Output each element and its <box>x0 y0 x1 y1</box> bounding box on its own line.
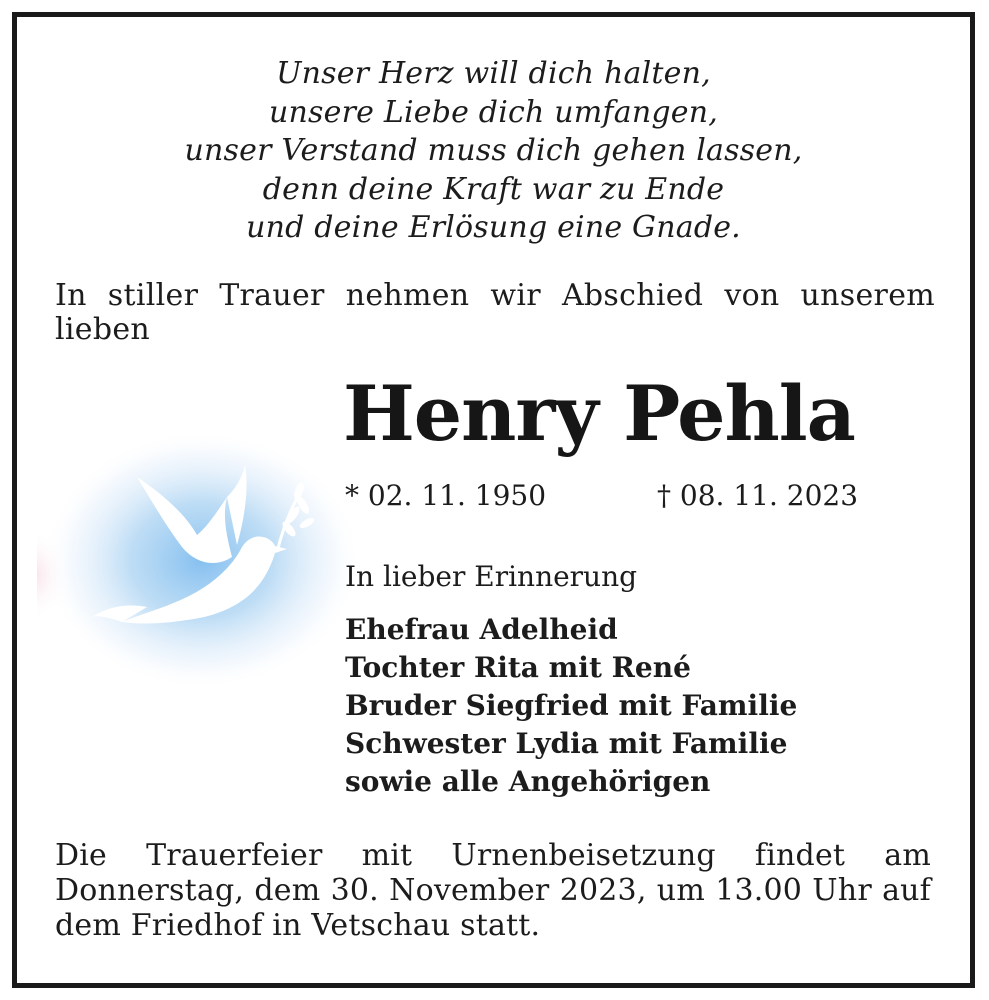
poem-line: denn deine Kraft war zu Ende <box>262 171 725 207</box>
obituary-notice <box>12 12 975 988</box>
poem-line: unsere Liebe dich umfangen, <box>269 94 718 130</box>
mourner-line: sowie alle Angehörigen <box>345 765 711 798</box>
mourner-line: Tochter Rita mit René <box>345 651 691 684</box>
poem-line: Unser Herz will dich halten, <box>276 56 711 91</box>
poem-line: und deine Erlösung eine Gnade. <box>246 210 741 245</box>
poem-line: unser Verstand muss dich gehen lassen, <box>184 133 803 168</box>
deceased-name: Henry Pehla <box>343 369 855 458</box>
birth-date: * 02. 11. 1950 <box>345 479 547 512</box>
poem <box>17 55 970 248</box>
mourner-line: Bruder Siegfried mit Familie <box>345 689 798 722</box>
service-details: Die Trauerfeier mit Urnenbeisetzung findet am Donnerstag, dem 30. November 2023, um 13.00 Uhr auf dem Friedhof in Vetschau statt. <box>55 838 931 943</box>
mourners-list <box>345 611 797 801</box>
mourner-line: Schwester Lydia mit Familie <box>345 727 788 760</box>
dove-icon <box>37 417 357 687</box>
death-date: † 08. 11. 2023 <box>657 479 859 512</box>
memory-heading: In lieber Erinnerung <box>345 560 638 593</box>
intro-text: In stiller Trauer nehmen wir Abschied von unserem lieben <box>55 278 935 347</box>
mourner-line: Ehefrau Adelheid <box>345 613 618 646</box>
